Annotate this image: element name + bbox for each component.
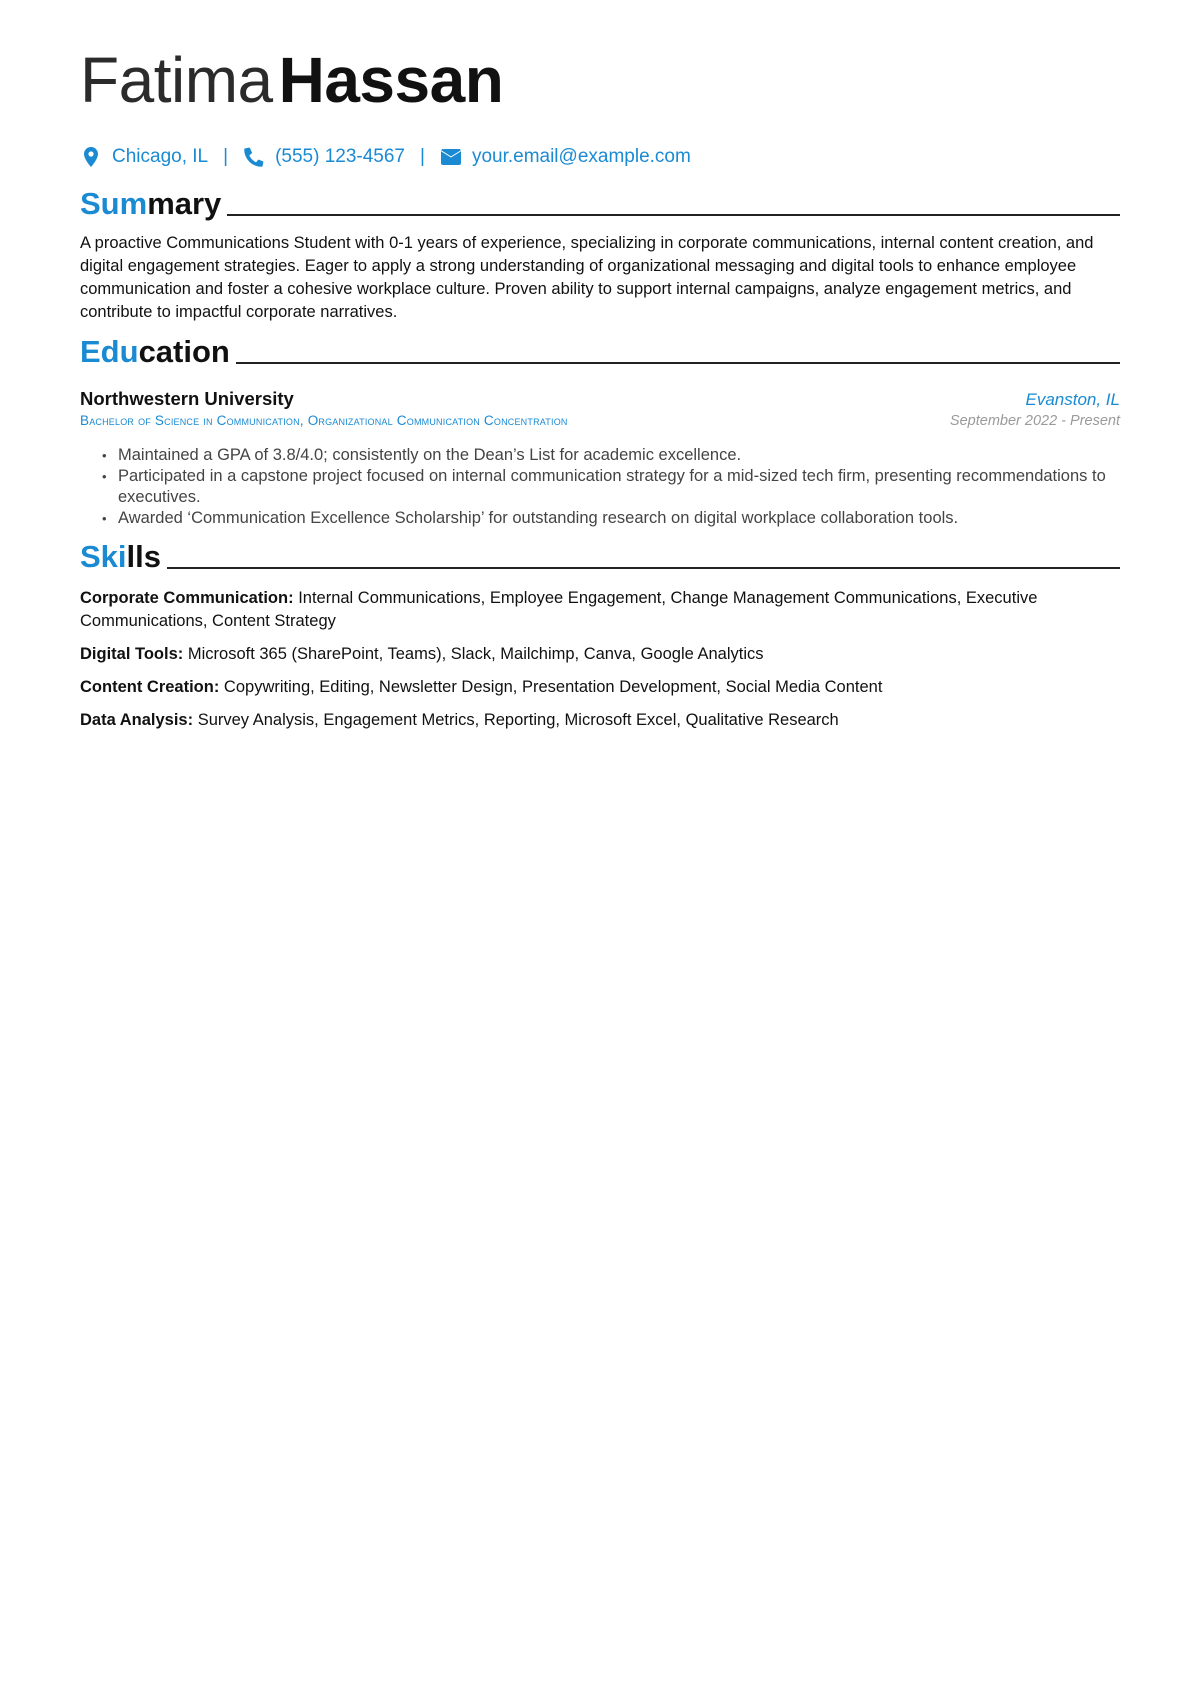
- education-heading: [80, 332, 1120, 372]
- list-item: • Participated in a capstone project focused on internal communication strategy for a mid-sized tech firm, presenting recommendations to executives.: [118, 466, 1120, 508]
- contact-bar: [80, 144, 1120, 170]
- skill-row: [80, 676, 1120, 699]
- skill-row: [80, 587, 1120, 633]
- candidate-name: [80, 40, 1120, 120]
- education-dates: September 2022 - Present: [949, 413, 1120, 429]
- education-bullets: [80, 445, 1120, 529]
- map-pin-icon: [80, 146, 102, 168]
- list-item: • Maintained a GPA of 3.8/4.0; consistently on the Dean’s List for academic excellence.: [118, 445, 1120, 466]
- skills-heading: [80, 537, 1120, 577]
- envelope-icon: [440, 146, 462, 168]
- heading-rule: [167, 567, 1120, 569]
- heading-rest: cation: [138, 334, 230, 369]
- degree: Bachelor of Science in Communication, Organizational Communication Concentration: [80, 413, 568, 428]
- skills-list: [80, 587, 1120, 732]
- contact-separator: |: [420, 146, 425, 167]
- skill-category: Data Analysis:: [80, 711, 194, 729]
- email-link[interactable]: your.email@example.com: [471, 146, 691, 167]
- skill-category: Content Creation:: [80, 678, 220, 696]
- skill-row: [80, 709, 1120, 732]
- skill-values: Survey Analysis, Engagement Metrics, Reporting, Microsoft Excel, Qualitative Research: [197, 711, 839, 729]
- last-name: Hassan: [278, 44, 504, 116]
- skill-category: Digital Tools:: [80, 645, 184, 663]
- heading-rule: [227, 214, 1120, 216]
- heading-rest: lls: [126, 539, 161, 574]
- phone-icon: [243, 146, 265, 168]
- skill-values: Microsoft 365 (SharePoint, Teams), Slack, Mailchimp, Canva, Google Analytics: [187, 645, 764, 663]
- resume-page: [80, 40, 1120, 732]
- summary-text: A proactive Communications Student with 0-1 years of experience, specializing in corporate communications, internal content creation, and digital engagement strategies. Eager to apply a strong understanding of organizational messaging and digital tools to enhance employee communication and foster a cohesive workplace culture. Proven ability to support internal campaigns, analyze engagement metrics, and contribute to impactful corporate narratives.: [80, 234, 1094, 321]
- school-name: Northwestern University: [80, 388, 294, 409]
- education-entry-subheader: [80, 413, 1120, 429]
- heading-accent: Edu: [80, 334, 139, 369]
- education-entry-header: [80, 388, 1120, 410]
- heading-accent: Sum: [80, 186, 148, 221]
- skill-row: [80, 643, 1120, 666]
- contact-separator: |: [223, 146, 229, 167]
- contact-location: [80, 146, 208, 168]
- heading-rule: [236, 362, 1120, 364]
- skill-values: Copywriting, Editing, Newsletter Design, Presentation Development, Social Media Content: [223, 678, 883, 696]
- contact-email[interactable]: [440, 146, 691, 168]
- summary-heading: [80, 184, 1120, 224]
- school-location: Evanston, IL: [1025, 390, 1120, 409]
- skill-values: Internal Communications, Employee Engagement, Change Management Communications, Executive Communications, Content Strategy: [80, 589, 1038, 630]
- heading-rest: mary: [147, 186, 222, 221]
- location-text: Chicago, IL: [112, 146, 209, 167]
- heading-accent: Ski: [80, 539, 127, 574]
- first-name: Fatima: [80, 44, 273, 116]
- phone-text[interactable]: (555) 123-4567: [275, 146, 405, 167]
- list-item: • Awarded ‘Communication Excellence Scholarship’ for outstanding research on digital workplace collaboration tools.: [118, 508, 1120, 529]
- skill-category: Corporate Communication:: [80, 589, 294, 607]
- contact-phone[interactable]: [243, 146, 405, 168]
